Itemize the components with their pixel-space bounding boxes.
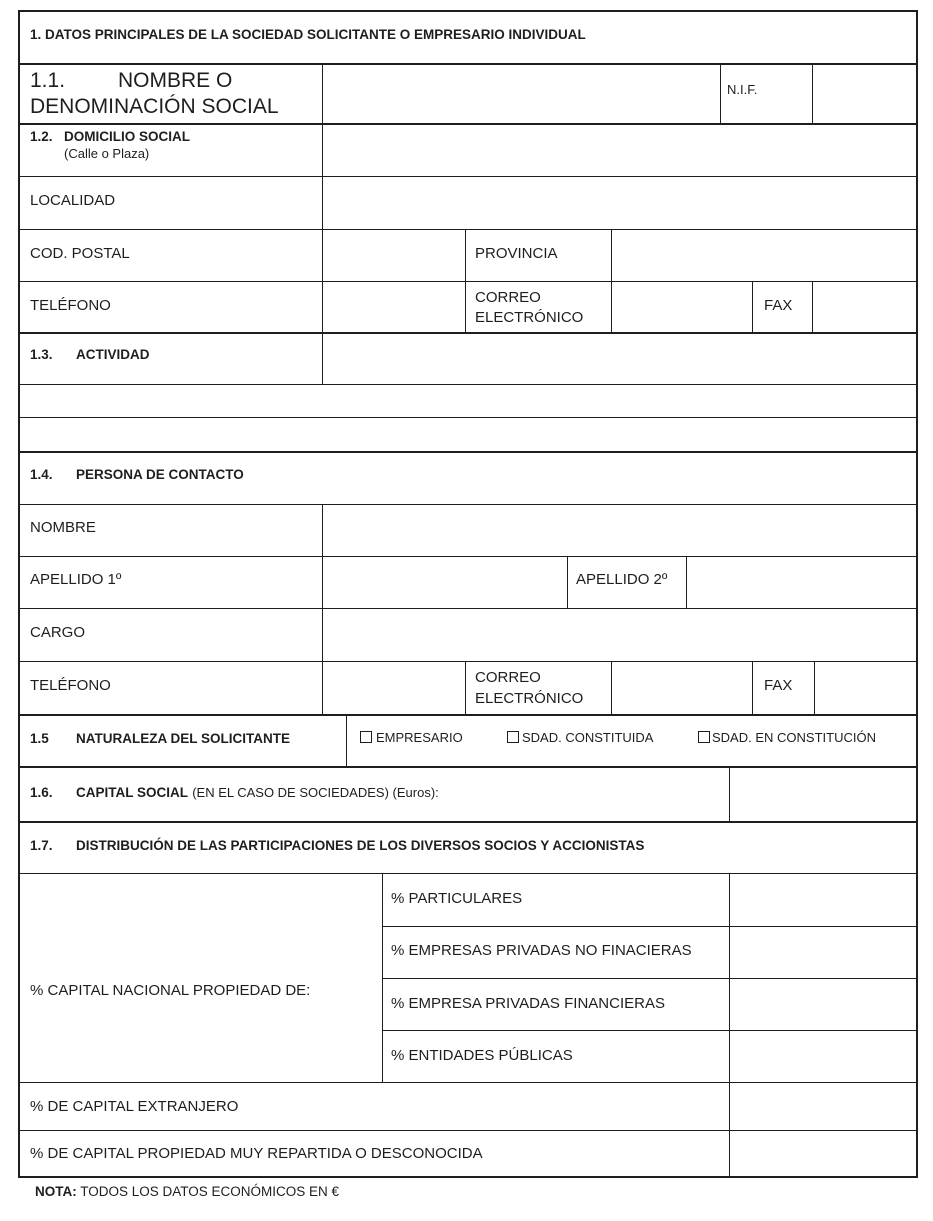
- footnote: [35, 1184, 339, 1199]
- cargo-input[interactable]: [324, 610, 916, 660]
- divider: [18, 229, 918, 230]
- domicilio-input[interactable]: [324, 126, 916, 175]
- contacto-telefono-input[interactable]: [324, 663, 464, 713]
- provincia-label: PROVINCIA: [475, 245, 558, 262]
- nota-text: TODOS LOS DATOS ECONÓMICOS EN €: [80, 1184, 340, 1199]
- divider: [18, 1130, 918, 1131]
- divider: [18, 504, 918, 505]
- contacto-fax-input[interactable]: [816, 663, 916, 713]
- field-1-7-number: 1.7.: [30, 838, 53, 853]
- nota-label: NOTA:: [35, 1184, 77, 1199]
- divider: [18, 556, 918, 557]
- privadas-no-financieras-label: % EMPRESAS PRIVADAS NO FINACIERAS: [391, 942, 692, 959]
- sdad-constituida-label: SDAD. CONSTITUIDA: [522, 730, 654, 745]
- actividad-label: ACTIVIDAD: [76, 347, 150, 362]
- divider: [18, 821, 918, 823]
- domicilio-label: DOMICILIO SOCIAL: [64, 129, 190, 144]
- nif-label: N.I.F.: [727, 82, 758, 97]
- nombre-label: NOMBRE: [30, 519, 96, 536]
- privadas-financieras-input[interactable]: [731, 980, 916, 1029]
- nif-input[interactable]: [814, 65, 916, 122]
- divider: [686, 556, 687, 608]
- capital-repartida-label: % DE CAPITAL PROPIEDAD MUY REPARTIDA O DESCONOCIDA: [30, 1145, 483, 1162]
- field-1-1-label-b: DENOMINACIÓN SOCIAL: [30, 95, 279, 118]
- divider: [382, 978, 918, 979]
- entidades-publicas-label: % ENTIDADES PÚBLICAS: [391, 1047, 573, 1064]
- capital-extranjero-label: % DE CAPITAL EXTRANJERO: [30, 1098, 239, 1115]
- contacto-correo-label-b: ELECTRÓNICO: [475, 690, 584, 707]
- field-1-5-number: 1.5: [30, 731, 49, 746]
- contacto-telefono-label: TELÉFONO: [30, 677, 111, 694]
- correo-input[interactable]: [613, 283, 751, 331]
- privadas-financieras-label: % EMPRESA PRIVADAS FINANCIERAS: [391, 995, 665, 1012]
- divider: [18, 384, 918, 385]
- entidades-publicas-input[interactable]: [731, 1032, 916, 1081]
- divider: [567, 556, 568, 608]
- nombre-input[interactable]: [324, 506, 916, 555]
- divider: [382, 1030, 918, 1031]
- provincia-input[interactable]: [613, 231, 916, 280]
- divider: [611, 661, 612, 714]
- capital-social-input[interactable]: [731, 768, 916, 820]
- actividad-line-2[interactable]: [20, 386, 916, 416]
- telefono-label: TELÉFONO: [30, 297, 111, 314]
- divider: [322, 504, 323, 714]
- divider: [465, 661, 466, 714]
- telefono-input[interactable]: [324, 283, 464, 331]
- divider: [18, 332, 918, 334]
- divider: [18, 661, 918, 662]
- domicilio-sub: (Calle o Plaza): [64, 146, 150, 161]
- divider: [18, 451, 918, 453]
- particulares-input[interactable]: [731, 875, 916, 925]
- empresario-checkbox[interactable]: [360, 731, 372, 743]
- localidad-label: LOCALIDAD: [30, 192, 116, 209]
- divider: [18, 1082, 918, 1083]
- sdad-constituida-checkbox[interactable]: [507, 731, 519, 743]
- divider: [346, 714, 347, 766]
- field-1-6-number: 1.6.: [30, 785, 53, 800]
- divider: [382, 926, 918, 927]
- divider: [18, 873, 918, 874]
- cod-postal-input[interactable]: [324, 231, 464, 280]
- sdad-en-constitucion-checkbox[interactable]: [698, 731, 710, 743]
- apellido2-label: APELLIDO 2º: [576, 571, 668, 588]
- divider: [729, 766, 730, 821]
- capital-social-rest: (EN EL CASO DE SOCIEDADES) (Euros):: [192, 785, 439, 800]
- divider: [752, 281, 753, 332]
- empresario-label: EMPRESARIO: [376, 730, 463, 745]
- capital-repartida-input[interactable]: [731, 1132, 916, 1176]
- actividad-input[interactable]: [324, 335, 916, 383]
- apellido1-input[interactable]: [324, 558, 566, 607]
- apellido2-input[interactable]: [688, 558, 916, 607]
- divider: [18, 281, 918, 282]
- apellido1-label: APELLIDO 1º: [30, 571, 122, 588]
- field-1-4-number: 1.4.: [30, 467, 53, 482]
- divider: [18, 608, 918, 609]
- cod-postal-label: COD. POSTAL: [30, 245, 130, 262]
- field-1-1-label-a: NOMBRE O: [118, 69, 233, 92]
- correo-label-b: ELECTRÓNICO: [475, 309, 584, 326]
- particulares-label: % PARTICULARES: [391, 890, 523, 907]
- cargo-label: CARGO: [30, 624, 86, 641]
- divider: [720, 63, 721, 123]
- contacto-correo-input[interactable]: [613, 663, 751, 713]
- contacto-correo-label-a: CORREO: [475, 669, 541, 686]
- divider: [752, 661, 753, 714]
- divider: [18, 123, 918, 125]
- contacto-label: PERSONA DE CONTACTO: [76, 467, 244, 482]
- naturaleza-label: NATURALEZA DEL SOLICITANTE: [76, 731, 290, 746]
- divider: [812, 281, 813, 332]
- divider: [465, 229, 466, 332]
- divider: [18, 417, 918, 418]
- divider: [812, 63, 813, 123]
- divider: [814, 661, 815, 714]
- field-1-3-number: 1.3.: [30, 347, 53, 362]
- divider: [322, 63, 323, 384]
- capital-nacional-label: % CAPITAL NACIONAL PROPIEDAD DE:: [30, 982, 311, 999]
- divider: [729, 873, 730, 1178]
- capital-social-label: CAPITAL SOCIAL: [76, 785, 189, 800]
- name-input[interactable]: [324, 65, 719, 122]
- capital-social-line: [76, 784, 439, 802]
- fax-label: FAX: [764, 297, 793, 314]
- section-title: 1. DATOS PRINCIPALES DE LA SOCIEDAD SOLICITANTE O EMPRESARIO INDIVIDUAL: [30, 27, 586, 42]
- privadas-no-financieras-input[interactable]: [731, 928, 916, 977]
- contacto-fax-label: FAX: [764, 677, 793, 694]
- divider: [382, 873, 383, 1082]
- divider: [18, 714, 918, 716]
- field-1-1-number: 1.1.: [30, 69, 66, 92]
- divider: [18, 176, 918, 177]
- distribucion-label: DISTRIBUCIÓN DE LAS PARTICIPACIONES DE LOS DIVERSOS SOCIOS Y ACCIONISTAS: [76, 838, 645, 853]
- field-1-2-number: 1.2.: [30, 129, 53, 144]
- divider: [611, 229, 612, 332]
- correo-label-a: CORREO: [475, 289, 541, 306]
- actividad-line-3[interactable]: [20, 419, 916, 450]
- localidad-input[interactable]: [324, 178, 916, 228]
- fax-input[interactable]: [814, 283, 916, 331]
- capital-extranjero-input[interactable]: [731, 1084, 916, 1129]
- sdad-en-constitucion-label: SDAD. EN CONSTITUCIÓN: [712, 730, 876, 745]
